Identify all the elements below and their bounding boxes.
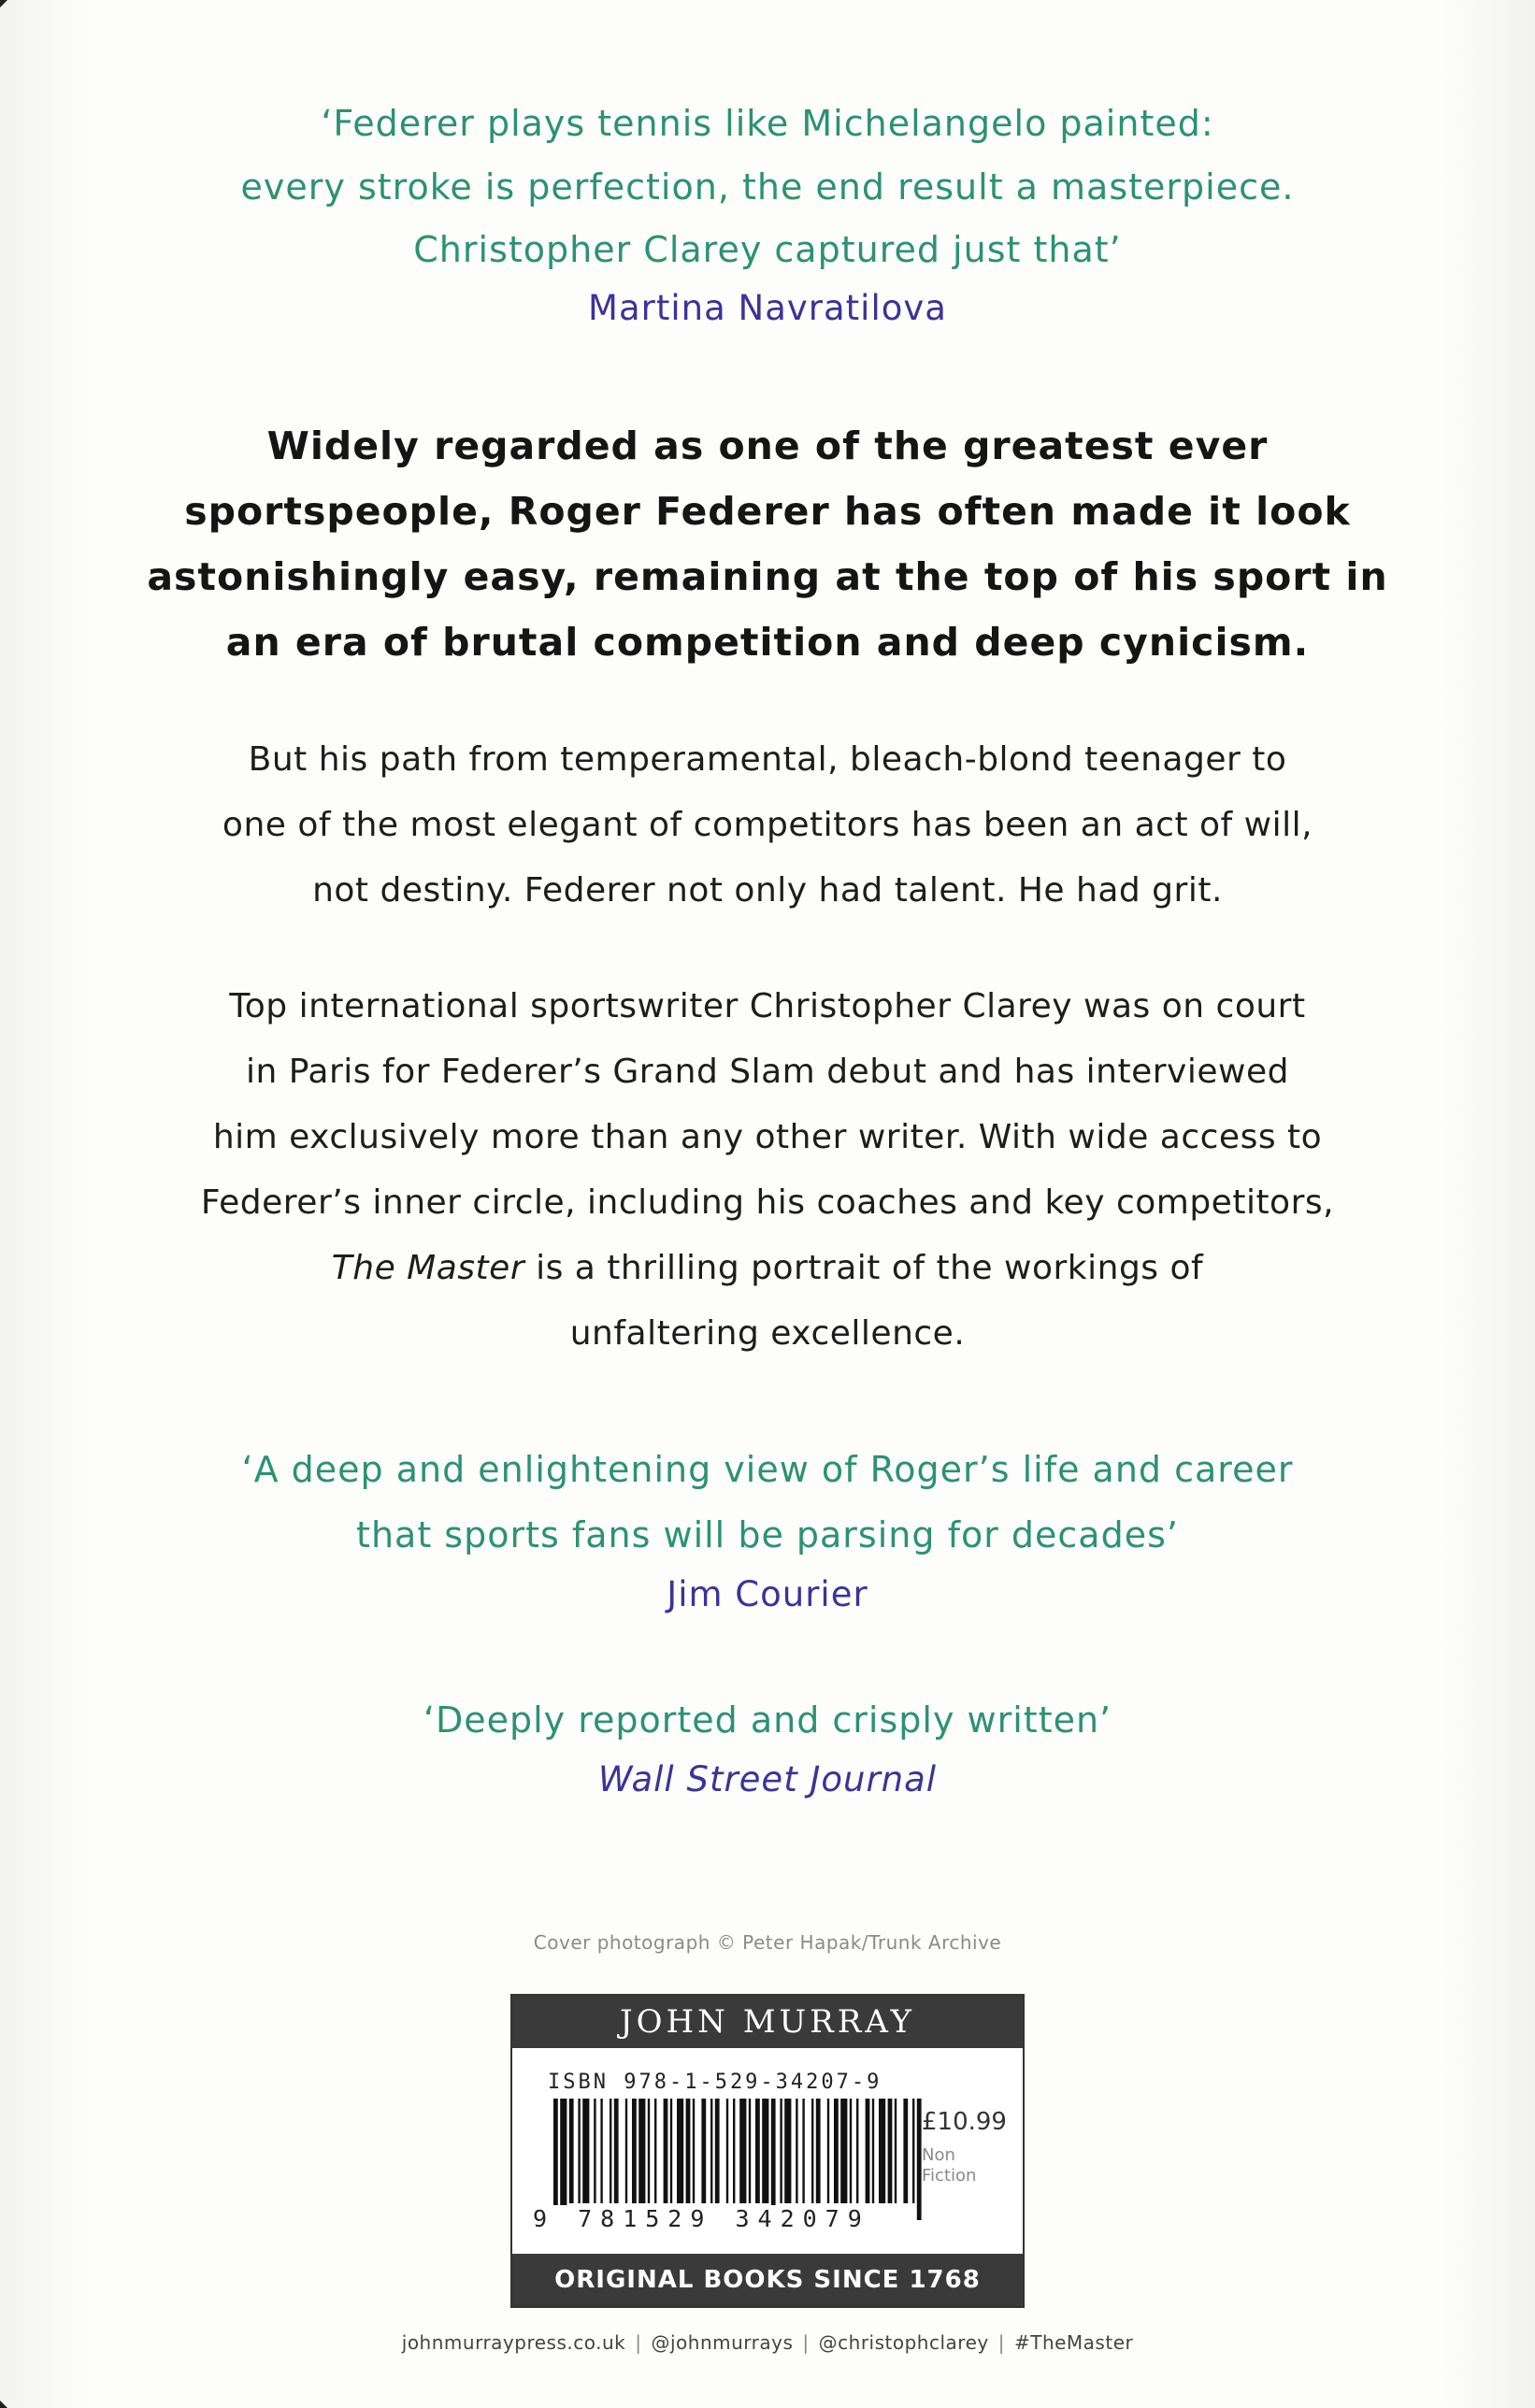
quote-attribution: Wall Street Journal [597,1759,938,1799]
barcode-bar [670,2099,672,2203]
barcode-bar [762,2099,768,2203]
body-line: Federer’s inner circle, including his coaches and key competitors, [200,1183,1335,1222]
quote-attribution: Martina Navratilova [588,288,947,328]
barcode-bar [912,2099,914,2203]
barcode-bar [693,2099,695,2203]
barcode-bar [614,2099,619,2203]
barcode-bar [879,2099,885,2203]
body-paragraph-2 [0,974,1535,1367]
footer-separator: | [635,2331,642,2354]
isbn-number: ISBN 978-1-529-34207-9 [548,2071,882,2094]
publisher-name: JOHN MURRAY [512,1996,1023,2048]
quote-line: Christopher Clarey captured just that’ [413,229,1122,270]
quote-navratilova [0,92,1535,337]
barcode-bar [850,2099,852,2203]
barcode-bar [866,2099,870,2203]
barcode-bar [553,2099,558,2220]
barcode-bar [771,2099,776,2220]
barcode-bar [686,2099,691,2203]
barcode-bar [840,2099,847,2203]
barcode-bar [895,2099,897,2203]
barcode-bar [560,2099,567,2220]
category-line: Non [922,2145,955,2165]
lead-paragraph [0,413,1535,675]
barcode-bar [856,2099,858,2203]
body-line: him exclusively more than any other writer. With wide access to [212,1118,1323,1156]
photo-credit: Cover photograph © Peter Hapak/Trunk Archive [533,1931,1002,1954]
barcode-bar [903,2099,908,2203]
footer-publisher-handle[interactable]: @johnmurrays [651,2331,794,2354]
barcode-bar [638,2099,645,2203]
barcode-bar [755,2099,760,2203]
barcode-bar [784,2099,791,2203]
barcode-bar [749,2099,751,2203]
publisher-tagline: ORIGINAL BOOKS SINCE 1768 [512,2254,1023,2306]
footer-separator: | [802,2331,810,2354]
footer-author-handle[interactable]: @christophclarey [818,2331,989,2354]
quote-line: that sports fans will be parsing for decades’ [356,1514,1179,1555]
barcode-bar [625,2099,627,2203]
barcode-bar [733,2099,735,2203]
barcode-digits: 9 781529 342079 [533,2205,870,2232]
quote-line: ‘A deep and enlightening view of Roger’s life and career [241,1449,1294,1490]
footer-separator: | [997,2331,1005,2354]
quote-courier [0,1436,1535,1623]
quote-line: ‘Federer plays tennis like Michelangelo painted: [321,103,1214,144]
body-line: not destiny. Federer not only had talent. He had grit. [312,871,1223,910]
footer-website[interactable]: johnmurraypress.co.uk [401,2331,626,2354]
barcode-bar [872,2099,874,2203]
body-line: in Paris for Federer’s Grand Slam debut and has interviewed [246,1053,1289,1091]
barcode-bar [796,2099,797,2203]
corner-mark [0,2401,7,2408]
barcode-bar [632,2099,637,2203]
barcode-bar [578,2099,580,2203]
lead-line: sportspeople, Roger Federer has often made it look [184,489,1351,534]
quote-line: ‘Deeply reported and crisply written’ [423,1699,1112,1741]
barcode-bar [834,2099,839,2203]
barcode-box [510,1994,1025,2308]
price: £10.99 [922,2108,1007,2136]
barcode-bar [600,2099,602,2203]
barcode-bar [654,2099,656,2203]
barcode-bar [780,2099,782,2203]
lead-line: astonishingly easy, remaining at the top of his sport in [147,554,1388,599]
barcode-bar [677,2099,683,2203]
quote-attribution: Jim Courier [667,1574,868,1614]
barcode-bar [811,2099,813,2203]
body-line: Top international sportswriter Christopher Clarey was on court [229,987,1306,1025]
body-line: unfaltering excellence. [569,1314,966,1353]
category [922,2145,976,2186]
barcode-bar [710,2099,712,2203]
barcode-bar [569,2099,574,2203]
barcode-bar [816,2099,821,2203]
barcode-bar [726,2099,728,2203]
barcode-bar [610,2099,611,2203]
quote-line: every stroke is perfection, the end result a masterpiece. [240,166,1295,208]
barcode-bar [827,2099,829,2203]
body-line [0,1236,1535,1301]
footer-hashtag[interactable]: #TheMaster [1013,2331,1134,2354]
body-line-rest: is a thrilling portrait of the workings of [524,1249,1204,1287]
category-line: Fiction [922,2166,977,2186]
footer-links [0,2331,1535,2354]
corner-mark [0,0,7,7]
lead-line: Widely regarded as one of the greatest ever [266,423,1269,468]
barcode-bar [664,2099,668,2203]
body-line: But his path from temperamental, bleach-blond teenager to [248,740,1287,779]
barcode-bar [701,2099,706,2203]
lead-line: an era of brutal competition and deep cynicism. [225,620,1310,665]
barcode-bar [594,2099,595,2203]
barcode-bar [715,2099,720,2203]
barcode-bar [648,2099,650,2203]
body-line: one of the most elegant of competitors has been an act of will, [222,806,1313,844]
quote-wsj [0,1688,1535,1808]
barcode-bar [888,2099,893,2203]
barcode-bar [582,2099,589,2203]
book-title: The Master [331,1249,525,1287]
barcode-icon [550,2099,924,2220]
barcode-bar [917,2099,922,2220]
barcode-bar [802,2099,804,2203]
barcode-bar [739,2099,746,2203]
body-paragraph-1 [0,727,1535,924]
